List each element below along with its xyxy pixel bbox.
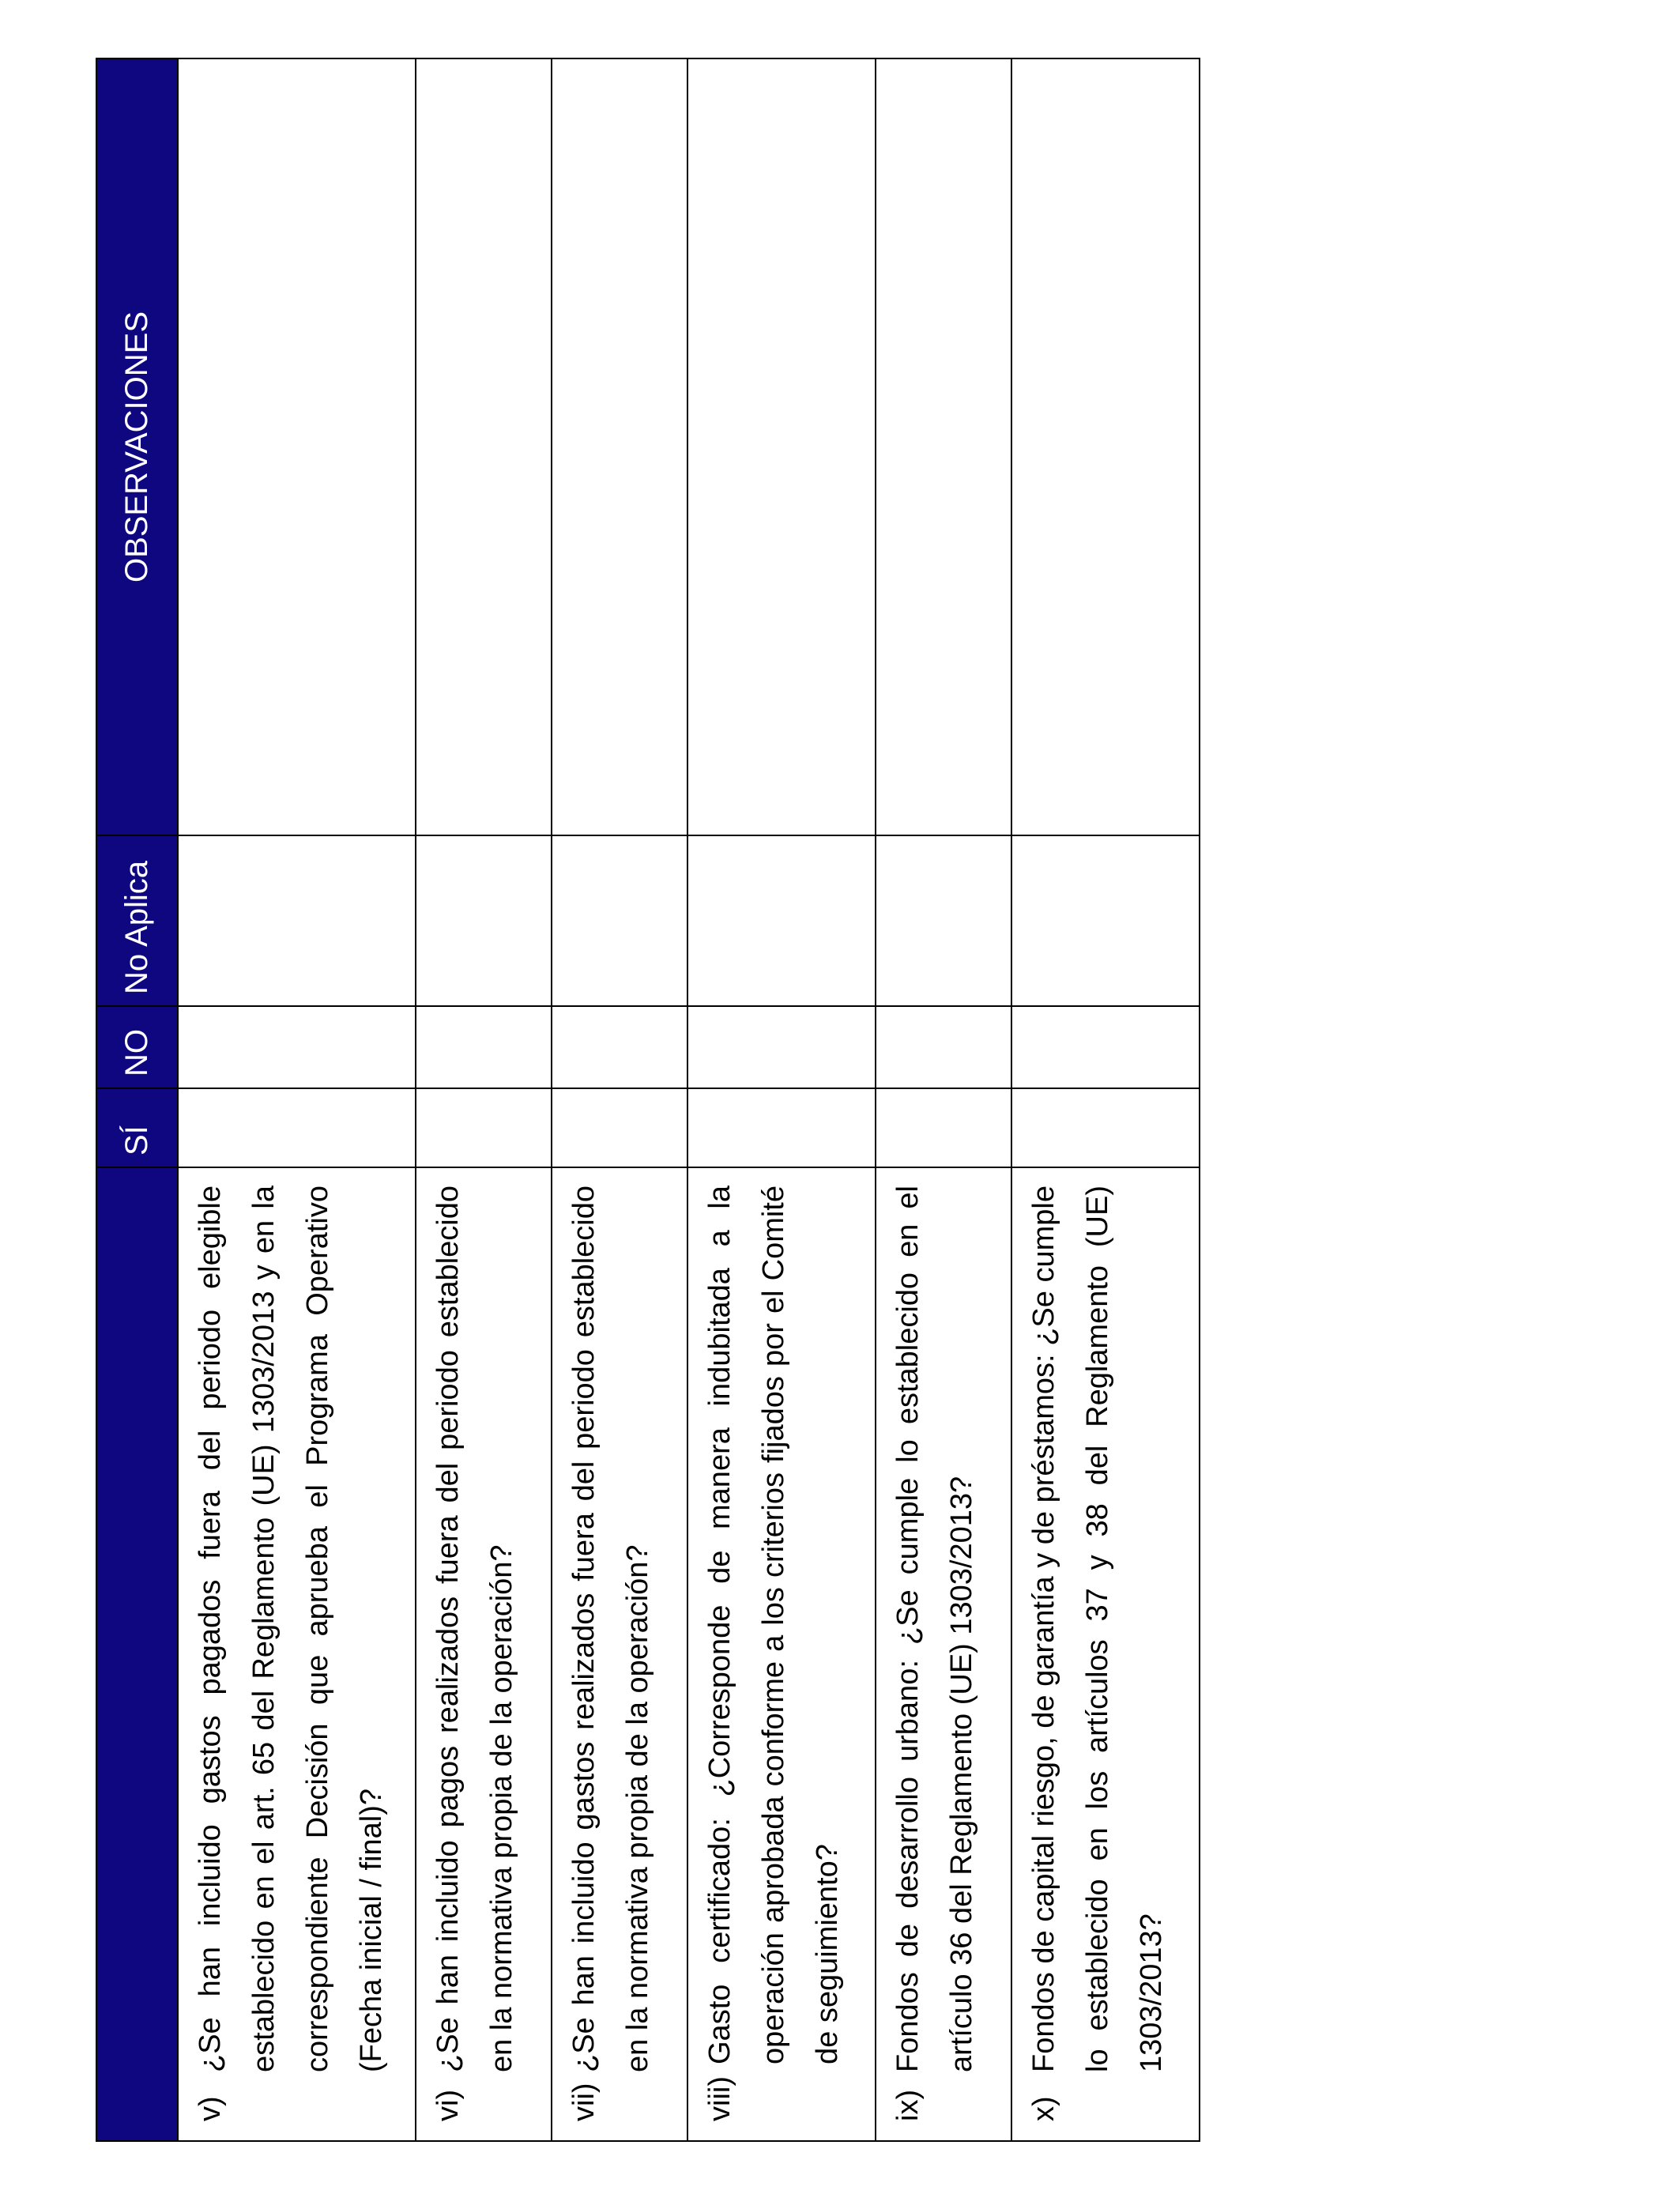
header-observaciones: OBSERVACIONES bbox=[96, 58, 178, 835]
question-text: ¿Se han incluido gastos pagados fuera del periodo elegible establecido en el art. 65 del Reglamento (UE) 1303/2013 y en la correspondiente Decisión que aprueba el Programa Operativo (Fecha inicial / final)? bbox=[194, 1186, 388, 2072]
no-aplica-cell[interactable] bbox=[178, 835, 416, 1006]
observaciones-cell[interactable] bbox=[1011, 58, 1200, 835]
header-no-aplica: No Aplica bbox=[96, 835, 178, 1006]
no-aplica-cell[interactable] bbox=[552, 835, 687, 1006]
checklist-table-rotated bbox=[96, 59, 1197, 2142]
question-text: Gasto certificado: ¿Corresponde de manera indubitada a la operación aprobada conforme a los criterios fijados por el Comité de seguimiento? bbox=[703, 1186, 844, 2064]
table-row bbox=[416, 58, 552, 2141]
si-cell[interactable] bbox=[876, 1088, 1011, 1167]
question-number: vii) bbox=[567, 2083, 601, 2121]
question-cell bbox=[416, 1167, 552, 2141]
observaciones-cell[interactable] bbox=[687, 58, 876, 835]
no-aplica-cell[interactable] bbox=[416, 835, 552, 1006]
question-text: ¿Se han incluido pagos realizados fuera del periodo establecido en la normativa propia de la operación? bbox=[431, 1186, 518, 2072]
no-cell[interactable] bbox=[416, 1006, 552, 1088]
question-cell bbox=[876, 1167, 1011, 2141]
si-cell[interactable] bbox=[687, 1088, 876, 1167]
si-cell[interactable] bbox=[178, 1088, 416, 1167]
no-cell[interactable] bbox=[687, 1006, 876, 1088]
question-cell bbox=[687, 1167, 876, 2141]
si-cell[interactable] bbox=[1011, 1088, 1200, 1167]
question-number: ix) bbox=[891, 2089, 925, 2121]
no-cell[interactable] bbox=[876, 1006, 1011, 1088]
question-text: ¿Se han incluido gastos realizados fuera del periodo establecido en la normativa propia de la operación? bbox=[567, 1186, 654, 2072]
observaciones-cell[interactable] bbox=[416, 58, 552, 835]
no-cell[interactable] bbox=[178, 1006, 416, 1088]
si-cell[interactable] bbox=[416, 1088, 552, 1167]
header-si: SÍ bbox=[96, 1088, 178, 1167]
question-number: vi) bbox=[431, 2089, 465, 2121]
header-question bbox=[96, 1167, 178, 2141]
no-aplica-cell[interactable] bbox=[687, 835, 876, 1006]
header-no: NO bbox=[96, 1006, 178, 1088]
observaciones-cell[interactable] bbox=[552, 58, 687, 835]
question-cell bbox=[178, 1167, 416, 2141]
question-cell bbox=[552, 1167, 687, 2141]
no-cell[interactable] bbox=[1011, 1006, 1200, 1088]
question-text: Fondos de desarrollo urbano: ¿Se cumple lo establecido en el artículo 36 del Reglamento (UE) 1303/2013? bbox=[891, 1186, 978, 2072]
table-row bbox=[552, 58, 687, 2141]
no-aplica-cell[interactable] bbox=[876, 835, 1011, 1006]
verification-checklist-table bbox=[96, 58, 1200, 2142]
question-number: x) bbox=[1027, 2096, 1060, 2121]
no-cell[interactable] bbox=[552, 1006, 687, 1088]
table-row bbox=[876, 58, 1011, 2141]
header-row bbox=[96, 58, 178, 2141]
question-cell bbox=[1011, 1167, 1200, 2141]
table-row bbox=[178, 58, 416, 2141]
no-aplica-cell[interactable] bbox=[1011, 835, 1200, 1006]
question-number: v) bbox=[194, 2096, 227, 2121]
observaciones-cell[interactable] bbox=[876, 58, 1011, 835]
observaciones-cell[interactable] bbox=[178, 58, 416, 835]
table-row bbox=[1011, 58, 1200, 2141]
question-text: Fondos de capital riesgo, de garantía y de préstamos: ¿Se cumple lo establecido en los artículos 37 y 38 del Reglamento (UE) 1303/2013? bbox=[1027, 1186, 1168, 2072]
question-number: viii) bbox=[703, 2076, 736, 2121]
si-cell[interactable] bbox=[552, 1088, 687, 1167]
table-row bbox=[687, 58, 876, 2141]
